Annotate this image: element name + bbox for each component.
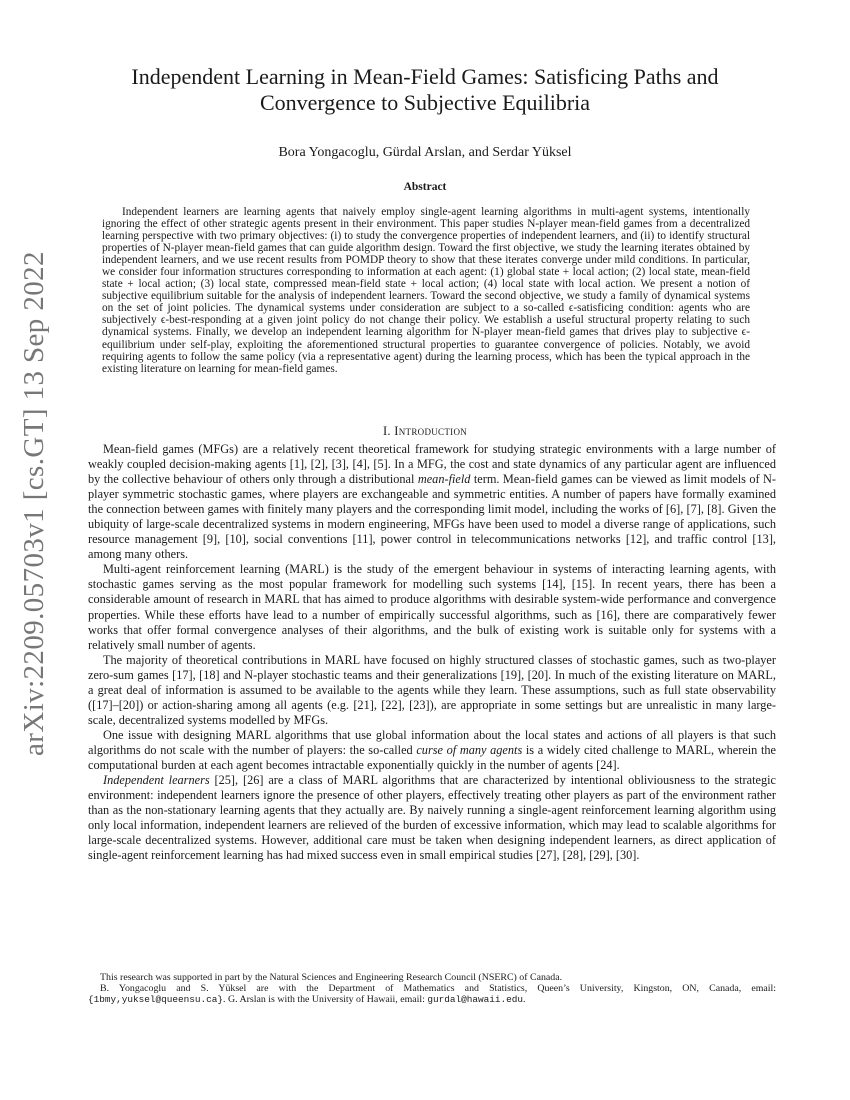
independent-learners-term: Independent learners	[103, 773, 210, 788]
title-line-2: Convergence to Subjective Equilibria	[259, 90, 591, 115]
paragraph-5-part-b: [25], [26] are a class of MARL algorithms that are characterized by intentional obliviousness to the strategic environment: independent learners ignore the presence of other players, effectively treating other players as part of the environment rather than as the non-stationary learning agents that they actually are. By naively running a single-agent reinforcement learning algorithm using only local information, independent learners are relieved of the burden of excessive information, which may lead to scalable algorithms for large-scale decentralized systems. However, additional care must be taken when designing independent learners, as direct application of single-agent reinforcement learning has had mixed success even in small empirical studies [27], [28], [29], [30].	[88, 773, 777, 863]
paragraph-4-part-b: is a widely cited challenge to MARL, wherein the computational burden at each agent becomes intractable exponentially quickly in the number of agents [24].	[88, 742, 776, 772]
paragraph-4-part-a: One issue with designing MARL algorithms that use global information about the local states and actions of all players is that such algorithms do not scale with the number of players: the so-called	[88, 727, 776, 757]
footnote-funding: This research was supported in part by the Natural Sciences and Engineering Research Council (NSERC) of Canada.	[100, 972, 563, 983]
arxiv-stamp	[10, 250, 58, 756]
paragraph-2: Multi-agent reinforcement learning (MARL) is the study of the emergent behaviour in systems of interacting learning agents, with stochastic games serving as the most popular framework for modelling such systems [14], [15]. In recent years, there has been a considerable amount of research in MARL that has aimed to produce algorithms with desirable system-wide performance and convergence properties. While these efforts have lead to a number of empirically successful algorithms, such as [16], there are comparatively fewer works that offer formal convergence analyses of their algorithms, and the bulk of existing work is suitable only for systems with a relatively small number of agents.	[88, 562, 776, 652]
title-line-1: Independent Learning in Mean-Field Games: Satisficing Paths and	[131, 64, 719, 89]
footnote-affil-text: B. Yongacoglu and S. Yüksel are with the Department of Mathematics and Statistics, Queen’s University, Kingston, ON, Canada, email:	[100, 983, 776, 995]
abstract-text: Independent learners are learning agents that naively employ single-agent learning algorithms in multi-agent systems, intentionally ignoring the effect of other strategic agents present in their environment. This paper studies N-player mean-field games from a decentralized learning perspective with two primary objectives: (i) to study the convergence properties of independent learners, and (ii) to identify structural properties of N-player mean-field games that can guide algorithm design. Toward the first objective, we study the learning iterates obtained by independent learners, and we use recent results from POMDP theory to show that these iterates converge under mild conditions. In particular, we consider four information structures corresponding to information at each agent: (1) global state + local action; (2) local state, mean-field state + local action; (3) local state, compressed mean-field state + local action; (4) local state with local action. We present a notion of subjective equilibrium suitable for the analysis of independent learners. Toward the second objective, we study a family of dynamical systems on the set of joint policies. The dynamical systems under consideration are subject to a so-called ϵ-satisficing condition: agents who are subjectively ϵ-best-responding at a given joint policy do not change their policy. We establish a useful structural property relating to such dynamical systems. Finally, we develop an independent learning algorithm for N-player mean-field games that drives play to subjective ϵ-equilibrium under self-play, exploiting the aforementioned structural properties to guarantee convergence of policies. Notably, we avoid requiring agents to follow the same policy (via a representative agent) during the learning process, which has been the typical approach in the existing literature on learning for mean-field games.	[102, 206, 750, 375]
section-number: I.	[382, 424, 391, 438]
paragraph-4	[88, 728, 776, 773]
paragraph-1	[88, 442, 776, 562]
footnote-affil-mid: . G. Arslan is with the University of Hawaii, email:	[223, 994, 428, 1006]
mean-field-term: mean-field	[417, 472, 471, 487]
footnote-affil-end: .	[523, 994, 526, 1006]
author-list: Bora Yongacoglu, Gürdal Arslan, and Serdar Yüksel	[278, 145, 572, 160]
email-hawaii: gurdal@hawaii.edu	[427, 994, 523, 1006]
paragraph-3: The majority of theoretical contributions in MARL have focused on highly structured classes of stochastic games, such as two-player zero-sum games [17], [18] and N-player stochastic teams and their generalizations [19], [20]. In much of the existing literature on MARL, a great deal of information is assumed to be available to the agents while they learn. These assumptions, such as full state observability ([17]–[20]) or action-sharing among all agents (e.g. [21], [22], [23]), are appropriate in some settings but are unrealistic in many large-scale, decentralized systems modelled by MFGs.	[88, 652, 776, 727]
body-text	[88, 442, 776, 863]
paragraph-1-part-b: term. Mean-field games can be viewed as limit models of N-player symmetric stochastic games, where players are exchangeable and symmetric entities. A number of papers have formally examined the connection between games with finitely many players and the corresponding limit model, including the works of [6], [7], [8]. Given the ubiquity of large-scale decentralized systems in modern engineering, MFGs have been used to model a diverse range of applications, such resource management [9], [10], social conventions [11], power control in telecommunications networks [12], and traffic control [13], among many others.	[88, 472, 776, 562]
section-title: Introduction	[394, 424, 468, 438]
paragraph-5	[88, 773, 776, 863]
section-heading	[60, 424, 790, 439]
email-queensu: {1bmy,yuksel@queensu.ca}	[88, 994, 224, 1006]
abstract-heading: Abstract	[403, 181, 447, 193]
footnote-affiliations	[88, 983, 776, 1005]
curse-term: curse of many agents	[416, 742, 523, 757]
arxiv-stamp-text: arXiv:2209.05703v1 [cs.GT] 13 Sep 2022	[17, 250, 50, 756]
paragraph-1-part-a: Mean-field games (MFGs) are a relatively recent theoretical framework for studying strategic environments with a large number of weakly coupled decision-making agents [1], [2], [3], [4], [5]. In a MFG, the cost and state dynamics of any particular agent are influenced by the collective behaviour of others only through a distributional	[88, 442, 776, 487]
footnotes	[88, 972, 776, 1006]
paper-title	[60, 64, 790, 116]
